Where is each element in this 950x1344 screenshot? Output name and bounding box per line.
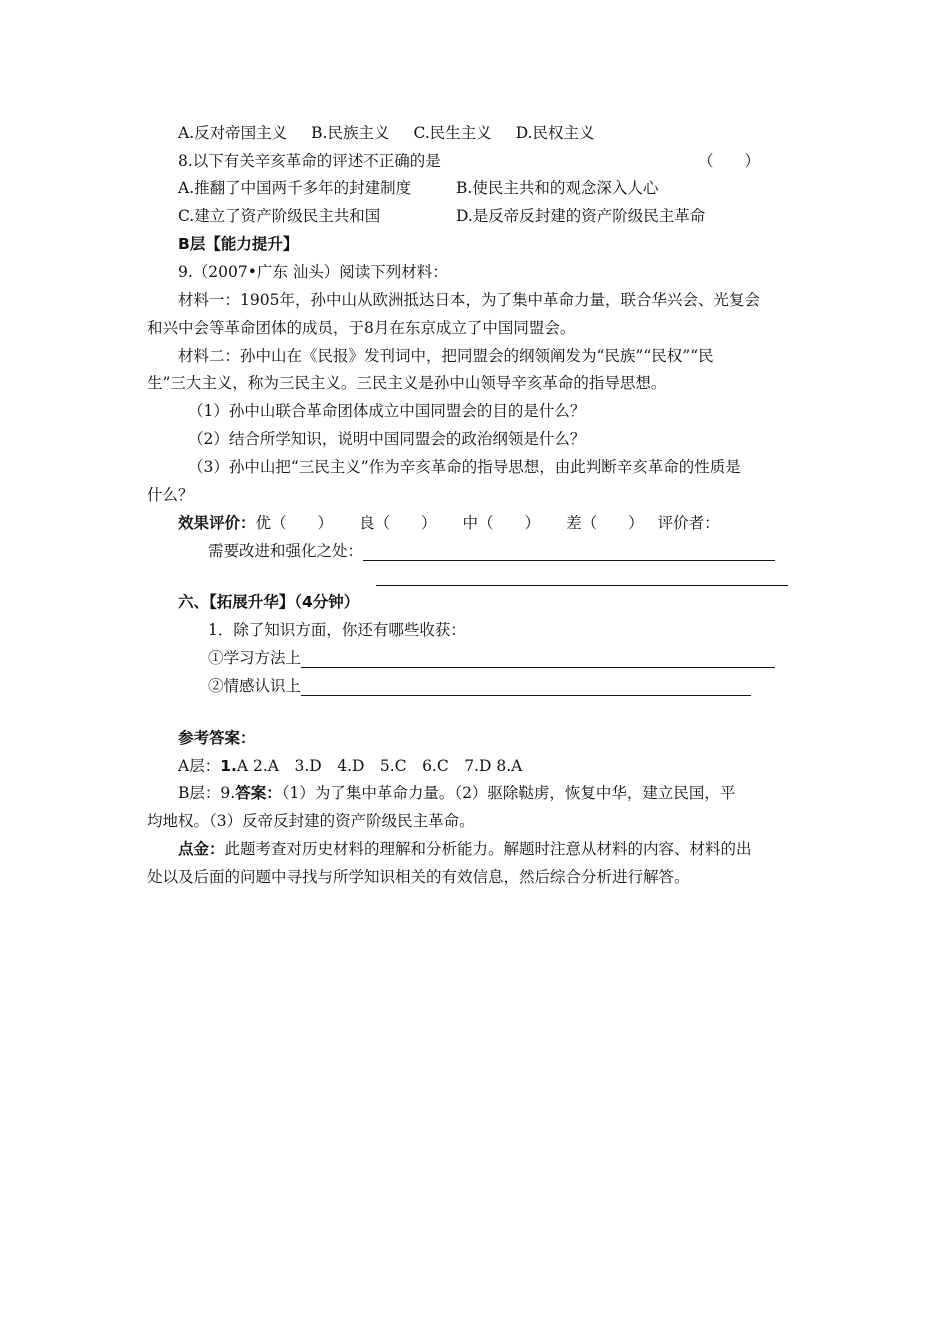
evaluation-label: 效果评价： <box>178 514 256 532</box>
emotional-blank[interactable] <box>301 679 751 696</box>
rating-medium: 中（ ） <box>462 514 541 532</box>
improvement-label: 需要改进和强化之处： <box>208 542 364 560</box>
tip-row <box>178 839 752 859</box>
learning-method-label: ①学习方法上 <box>208 649 302 667</box>
q9-material-2-line-1: 材料二：孙中山在《民报》发刊词中，把同盟会的纲领阐发为“民族”“民权”“民 <box>178 347 714 365</box>
q9-material-1-line-2: 和兴中会等革命团体的成员，于8月在东京成立了中国同盟会。 <box>147 319 576 337</box>
improvement-row <box>208 541 775 561</box>
answers-a-first: 1. <box>220 757 237 775</box>
answers-a-label: A层： <box>178 757 221 775</box>
answers-heading: 参考答案： <box>178 729 256 747</box>
learning-method-blank[interactable] <box>301 651 775 668</box>
answers-b-row <box>178 783 735 803</box>
q7-option-b: B.民族主义 <box>311 124 390 142</box>
tip-line-2: 处以及后面的问题中寻找与所学知识相关的有效信息，然后综合分析进行解答。 <box>147 868 690 886</box>
q9-material-2-line-2: 生”三大主义，称为三民主义。三民主义是孙中山领导辛亥革命的指导思想。 <box>147 374 667 392</box>
emotional-row <box>208 676 751 696</box>
answers-b-line-2: 均地权。（3）反帝反封建的资产阶级民主革命。 <box>147 812 475 830</box>
q8-option-c: C.建立了资产阶级民主共和国 <box>178 207 381 225</box>
q9-subquestion-3-line-2: 什么？ <box>147 486 194 504</box>
q7-option-d: D.民权主义 <box>515 124 595 142</box>
q8-answer-paren: （ ） <box>698 152 761 170</box>
q8-option-d: D.是反帝反封建的资产阶级民主革命 <box>456 207 706 225</box>
rating-poor: 差（ ） <box>566 514 644 532</box>
learning-method-row <box>208 648 775 668</box>
answers-b-label: B层：9. <box>178 784 236 802</box>
effect-evaluation-row <box>178 513 720 533</box>
q9-subquestion-2: （2）结合所学知识，说明中国同盟会的政治纲领是什么？ <box>188 430 586 448</box>
q8-option-b: B.使民主共和的观念深入人心 <box>456 179 659 197</box>
answers-a-row <box>178 756 522 776</box>
q9-material-1-line-1: 材料一：1905年，孙中山从欧洲抵达日本，为了集中革命力量，联合华兴会、光复会 <box>178 291 760 309</box>
q9-subquestion-3-line-1: （3）孙中山把“三民主义”作为辛亥革命的指导思想，由此判断辛亥革命的性质是 <box>188 458 741 476</box>
q8-option-a: A.推翻了中国两千多年的封建制度 <box>178 179 412 197</box>
improvement-blank-2[interactable] <box>376 569 788 586</box>
improvement-row-2 <box>376 566 788 586</box>
reviewer-label: 评价者： <box>657 514 720 532</box>
q7-option-a: A.反对帝国主义 <box>178 124 288 142</box>
q9-head: 9.（2007•广东 汕头）阅读下列材料： <box>178 263 448 281</box>
q7-options <box>178 123 595 143</box>
rating-good: 良（ ） <box>359 514 437 532</box>
tip-label: 点金： <box>178 840 225 858</box>
improvement-blank-1[interactable] <box>363 544 775 561</box>
answers-b-answer-label: 答案： <box>235 784 282 802</box>
tip-line-1: 此题考查对历史材料的理解和分析能力。解题时注意从材料的内容、材料的出 <box>224 840 752 858</box>
section-6-heading: 六、【拓展升华】（4分钟） <box>178 593 360 611</box>
emotional-label: ②情感认识上 <box>208 677 302 695</box>
q9-subquestion-1: （1）孙中山联合革命团体成立中国同盟会的目的是什么？ <box>188 402 586 420</box>
answers-a-values: A 2.A 3.D 4.D 5.C 6.C 7.D 8.A <box>236 757 523 775</box>
section-6-question-1: 1．除了知识方面，你还有哪些收获： <box>208 621 466 639</box>
q8-stem: 8.以下有关辛亥革命的评述不正确的是 <box>178 152 441 170</box>
rating-excellent: 优（ ） <box>255 514 334 532</box>
answers-b-line-1: （1）为了集中革命力量。（2）驱除鞑虏，恢复中华，建立民国，平 <box>281 784 736 802</box>
q7-option-c: C.民生主义 <box>413 124 492 142</box>
section-b-heading: B层【能力提升】 <box>178 235 299 253</box>
